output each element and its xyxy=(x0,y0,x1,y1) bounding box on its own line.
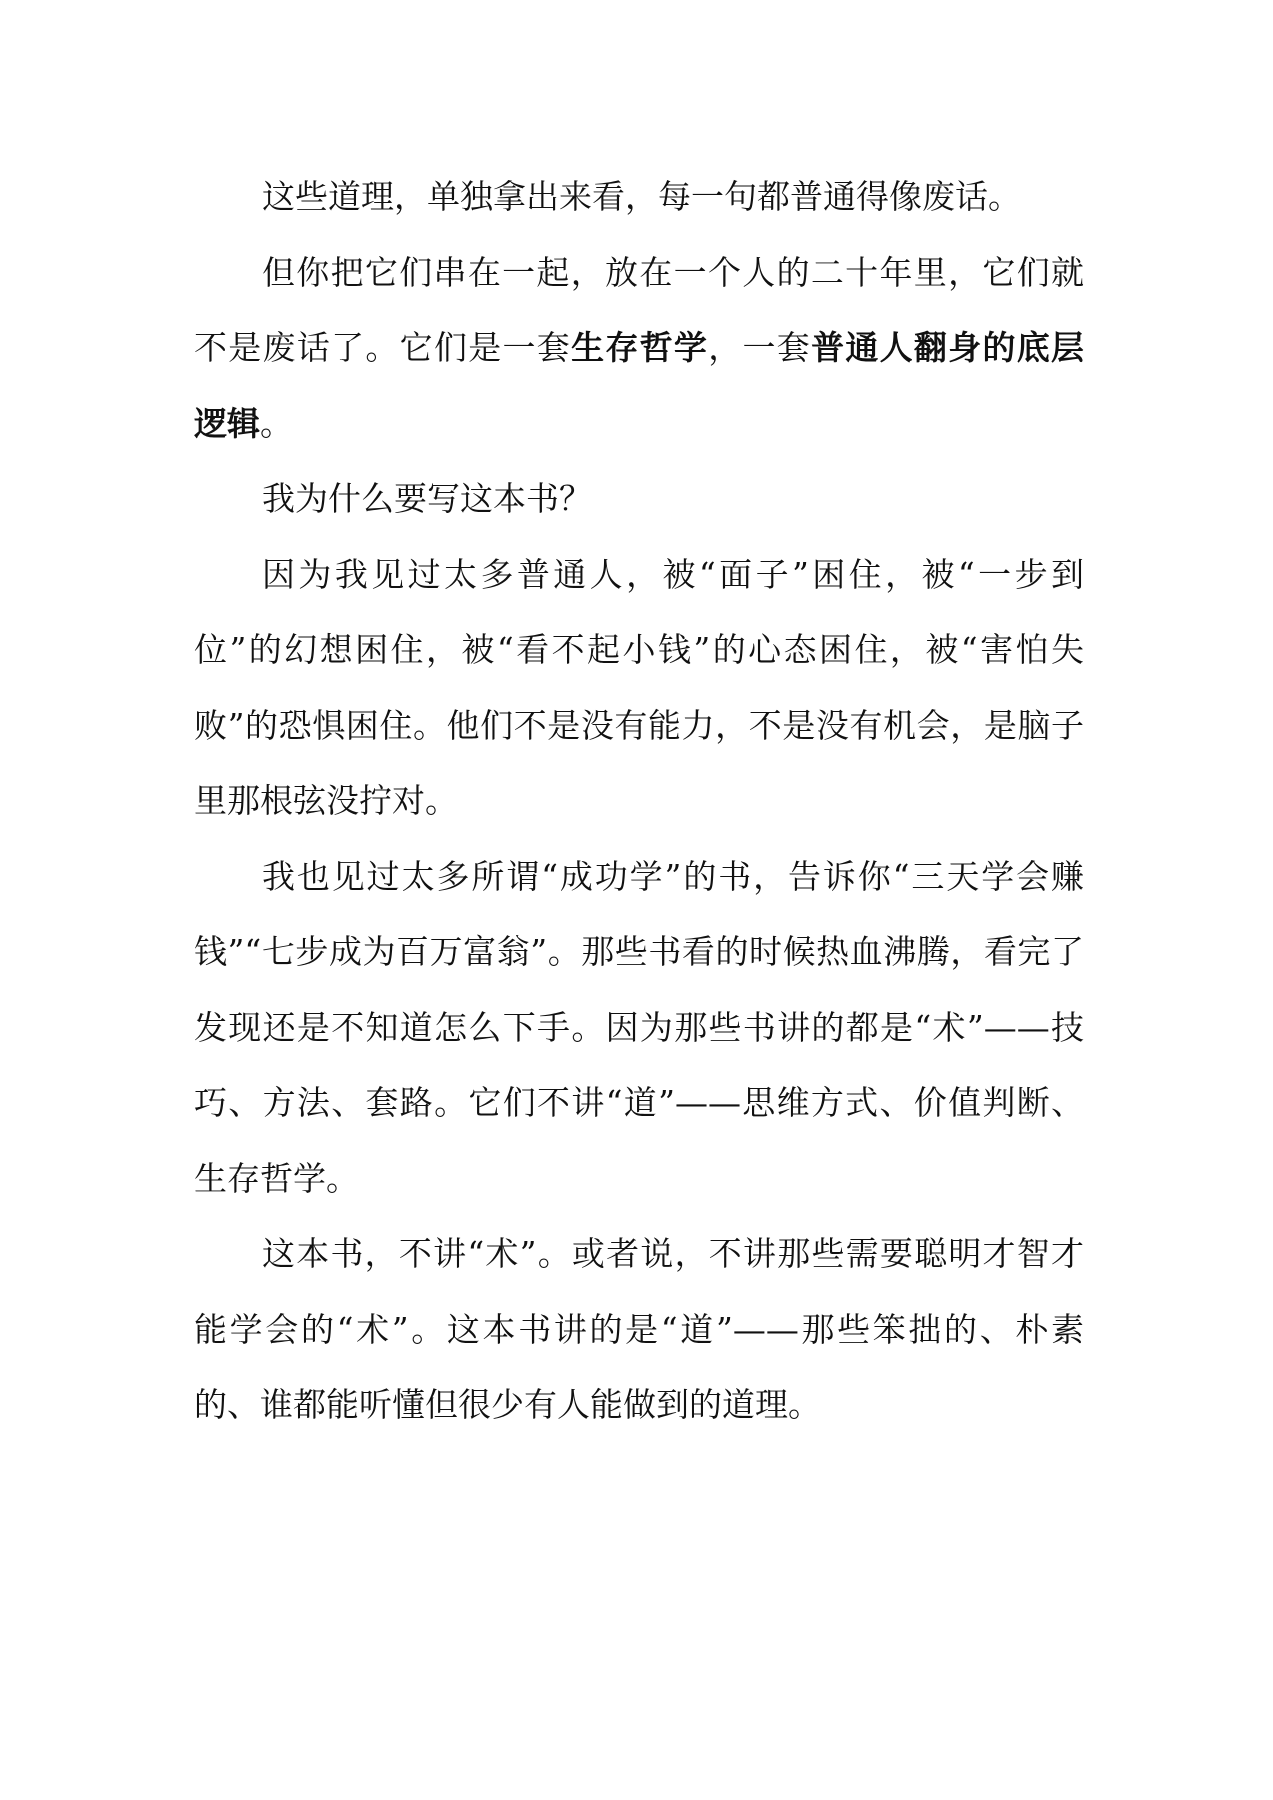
paragraph-6 xyxy=(194,1216,1084,1443)
text-run: 这些道理，单独拿出来看，每一句都普通得像废话。 xyxy=(262,177,1021,216)
text-run: 我也见过太多所谓“成功学”的书，告诉你“三天学会赚钱”“七步成为百万富翁”。那些书看的时候热血沸腾，看完了发现还是不知道怎么下手。因为那些书讲的都是“术”——技巧、方法、套路。它们不讲“道”——思维方式、价值判断、生存哲学。 xyxy=(194,856,1084,1198)
text-run: 因为我见过太多普通人，被“面子”困住，被“一步到位”的幻想困住，被“看不起小钱”的心态困住，被“害怕失败”的恐惧困住。他们不是没有能力，不是没有机会，是脑子里那根弦没拧对。 xyxy=(194,554,1084,820)
text-run: 。 xyxy=(260,403,293,443)
text-run: ，一套 xyxy=(708,328,812,367)
paragraph-1 xyxy=(194,159,1084,235)
paragraph-5 xyxy=(194,839,1084,1217)
text-run: 但你把它们串在一起，放在一个人的二十年里，它们就不是废话了。它们是一套 xyxy=(194,252,1084,367)
paragraph-4 xyxy=(194,537,1084,839)
body-text xyxy=(194,159,1084,1443)
paragraph-2 xyxy=(194,235,1084,462)
text-run: 我为什么要写这本书？ xyxy=(262,479,592,518)
bold-phrase: 普通人翻身的底层逻辑 xyxy=(194,328,1085,443)
text-run: 这本书，不讲“术”。或者说，不讲那些需要聪明才智才能学会的“术”。这本书讲的是“道”——那些笨拙的、朴素的、谁都能听懂但很少有人能做到的道理。 xyxy=(194,1234,1084,1424)
paragraph-3 xyxy=(194,461,1084,537)
bold-phrase: 生存哲学 xyxy=(571,328,709,367)
